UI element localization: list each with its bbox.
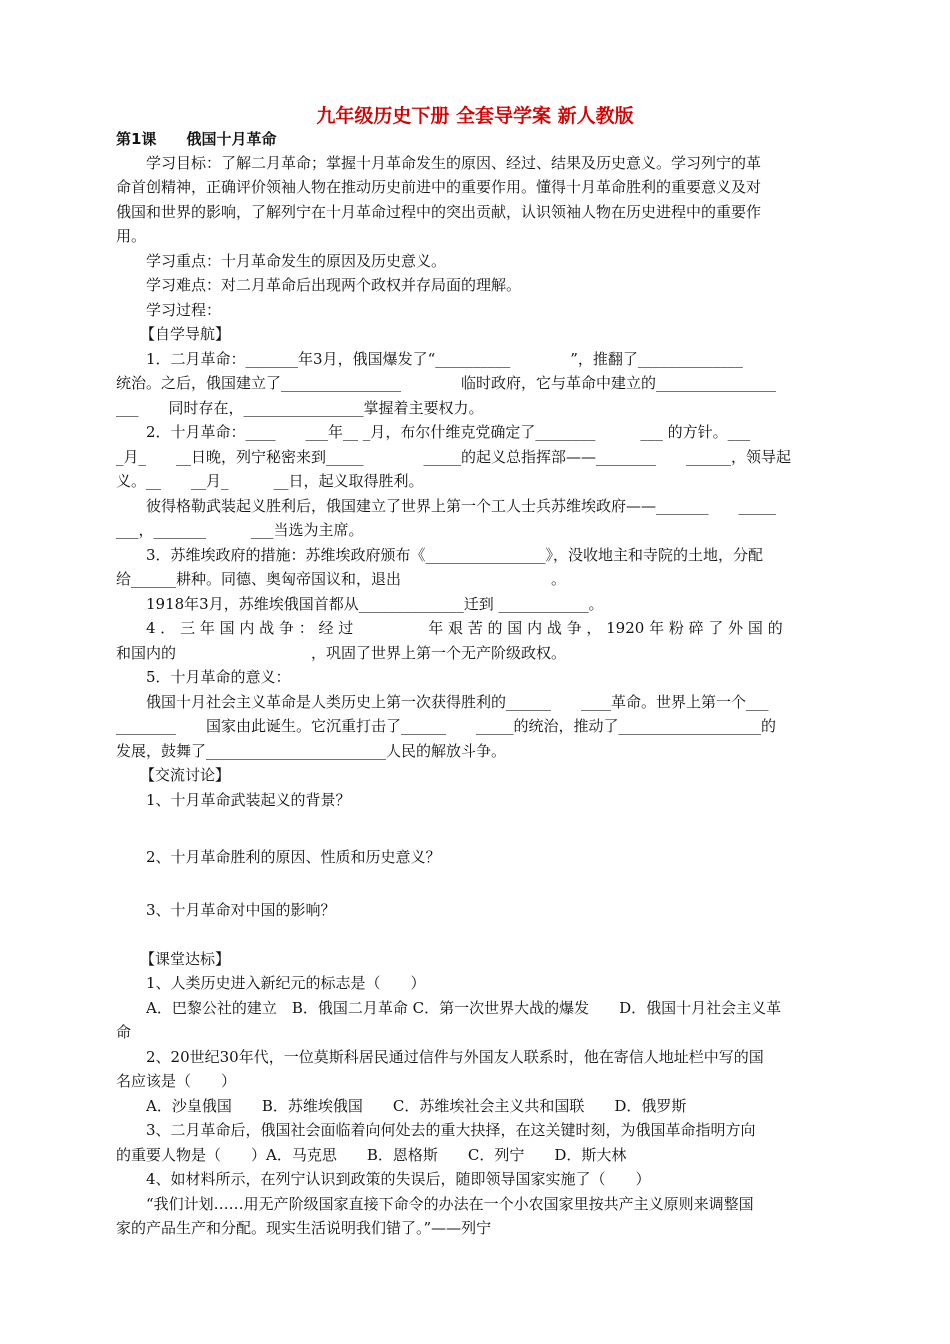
text-line: 彼得格勒武装起义胜利后，俄国建立了世界上第一个工人士兵苏维埃政府——_______ _____: [146, 497, 777, 515]
quote-line: “我们计划……用无产阶级国家直接下命令的办法在一个小农国家里按共产主义原则来调整国: [146, 1195, 754, 1213]
text-line: 5．十月革命的意义：: [146, 668, 291, 686]
text-line: 命首创精神，正确评价领袖人物在推动历史前进中的重要作用。懂得十月革命胜利的重要意义及对: [116, 178, 762, 196]
question-line: 2、十月革命胜利的原因、性质和历史意义？: [146, 848, 441, 866]
section-heading: 【课堂达标】: [140, 950, 231, 968]
question-line: 3、二月革命后，俄国社会面临着向何处去的重大抉择，在这关键时刻，为俄国革命指明方向: [146, 1121, 756, 1139]
text-line: ________ 国家由此诞生。它沉重打击了______ _____的统治，推动了___________________的: [116, 717, 777, 735]
text-line: ___，_______ ___当选为主席。: [116, 521, 364, 539]
text-line: 2．十月革命：____ ___年__ _月，布尔什维克党确定了________ ___ 的方针。___: [146, 423, 751, 441]
question-line: 3、十月革命对中国的影响？: [146, 901, 336, 919]
text-line: 命: [116, 1023, 132, 1041]
answer-options: A．巴黎公社的建立 B．俄国二月革命 C．第一次世界大战的爆发 D．俄国十月社会主义革: [146, 999, 782, 1017]
text-line: 3．苏维埃政府的措施：苏维埃政府颁布《________________》，没收地主和寺院的土地，分配: [146, 546, 764, 564]
text-line: 学习目标：了解二月革命；掌握十月革命发生的原因、经过、结果及历史意义。学习列宁的革: [146, 154, 762, 172]
text-line: _月_ __日晚，列宁秘密来到_____ _____的起义总指挥部——________ ______，领导起: [116, 448, 792, 466]
text-line: 发展，鼓舞了________________________人民的解放斗争。: [116, 742, 507, 760]
text-line: 1918年3月，苏维埃俄国首都从______________迁到 ____________。: [146, 595, 604, 613]
text-line: 1．二月革命：_______年3月，俄国爆发了“__________ ”，推翻了______________: [146, 350, 743, 368]
text-line: 用。: [116, 227, 147, 245]
lesson-heading: 第1课 俄国十月革命: [116, 130, 277, 148]
answer-options: A．沙皇俄国 B．苏维埃俄国 C．苏维埃社会主义共和国联 D．俄罗斯: [146, 1097, 687, 1115]
question-line: 2、20世纪30年代，一位莫斯科居民通过信件与外国友人联系时，他在寄信人地址栏中写的国: [146, 1048, 764, 1066]
quote-line: 家的产品生产和分配。现实生活说明我们错了。”——列宁: [116, 1219, 492, 1237]
text-line: 学习过程：: [146, 301, 222, 319]
text-line: 的重要人物是（ ）A．马克思 B．恩格斯 C．列宁 D．斯大林: [116, 1146, 627, 1164]
text-line: 4 ． 三 年 国 内 战 争 ： 经 过 年 艰 苦 的 国 内 战 争 ， 1920 年 粉 碎 了 外 国 的: [146, 619, 783, 637]
text-line: 俄国十月社会主义革命是人类历史上第一次获得胜利的______ ____革命。世界上第一个___: [146, 693, 769, 711]
text-line: 统治。之后，俄国建立了________________ 临时政府，它与革命中建立的________________: [116, 374, 777, 392]
text-line: 给______耕种。同德、奥匈帝国议和，退出 。: [116, 570, 567, 588]
question-line: 1、人类历史进入新纪元的标志是（ ）: [146, 974, 426, 992]
section-heading: 【交流讨论】: [140, 766, 231, 784]
question-line: 4、如材料所示，在列宁认识到政策的失误后，随即领导国家实施了（ ）: [146, 1170, 651, 1188]
text-line: 名应该是（ ）: [116, 1072, 237, 1090]
text-line: 义。__ __月_ __日，起义取得胜利。: [116, 472, 424, 490]
section-heading: 【自学导航】: [140, 325, 231, 343]
text-line: 学习重点：十月革命发生的原因及历史意义。: [146, 252, 447, 270]
text-line: 俄国和世界的影响，了解列宁在十月革命过程中的突出贡献，认识领袖人物在历史进程中的重要作: [116, 203, 762, 221]
document-title: 九年级历史下册 全套导学案 新人教版: [316, 105, 634, 127]
text-line: ___ 同时存在，________________掌握着主要权力。: [116, 399, 484, 417]
text-line: 和国内的 ，巩固了世界上第一个无产阶级政权。: [116, 644, 567, 662]
text-line: 学习难点：对二月革命后出现两个政权并存局面的理解。: [146, 276, 522, 294]
question-line: 1、十月革命武装起义的背景？: [146, 791, 351, 809]
